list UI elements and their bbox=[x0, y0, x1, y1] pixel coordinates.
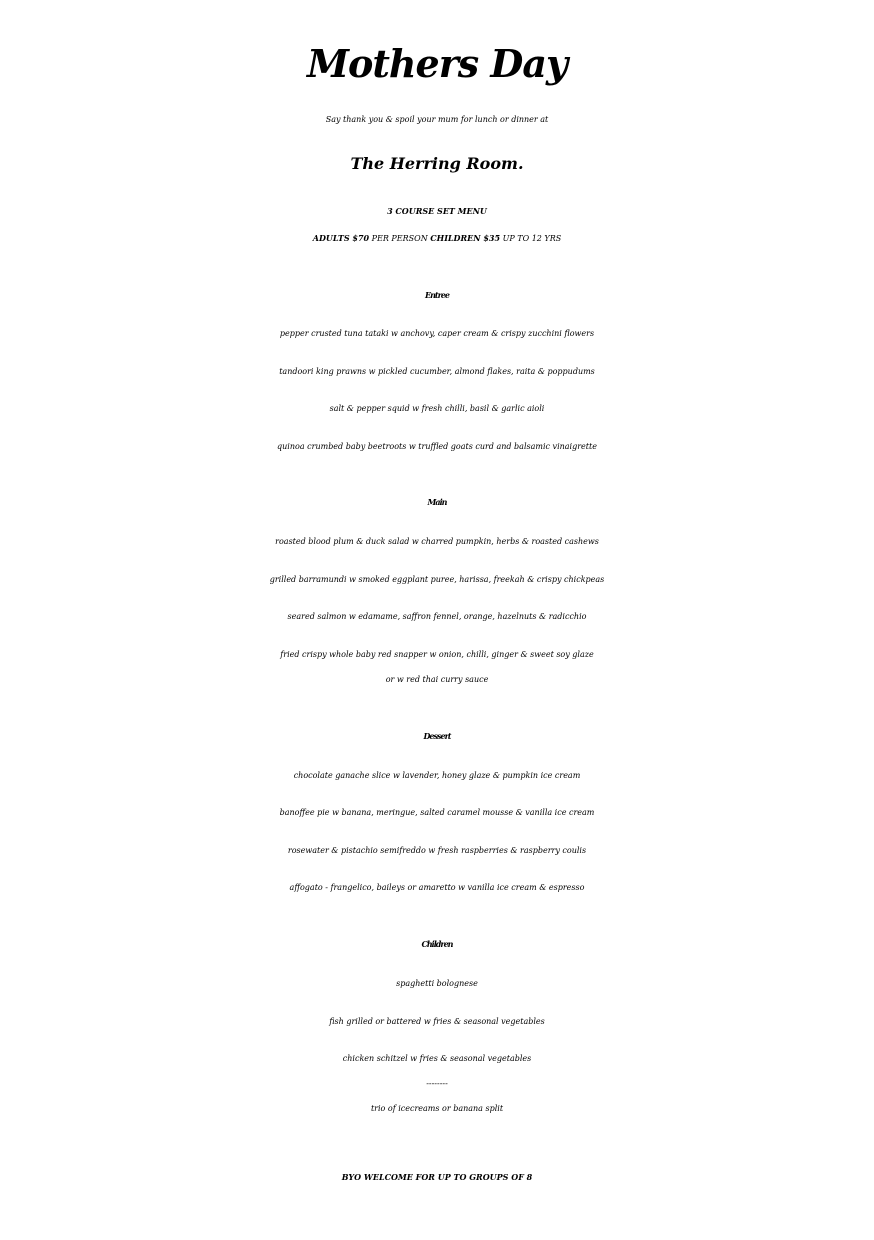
menu-item: tandoori king prawns w pickled cucumber, almond flakes, raita & poppudums bbox=[279, 367, 595, 376]
section-heading-main: Main bbox=[427, 497, 447, 507]
menu-item: pepper crusted tuna tataki w anchovy, caper cream & crispy zucchini flowers bbox=[279, 329, 595, 338]
menu-item: chocolate ganache slice w lavender, honey glaze & pumpkin ice cream bbox=[293, 771, 581, 780]
set-menu-label: 3 COURSE SET MENU bbox=[387, 206, 487, 216]
section-heading-children: Children bbox=[421, 939, 453, 949]
pricing-line bbox=[0, 226, 874, 251]
menu-item: chicken schitzel w fries & seasonal vegetables bbox=[342, 1054, 532, 1063]
page-title: Mothers Day bbox=[306, 41, 568, 86]
menu-item: seared salmon w edamame, saffron fennel, orange, hazelnuts & radicchio bbox=[287, 612, 587, 621]
menu-item: fish grilled or battered w fries & seasonal vegetables bbox=[329, 1017, 545, 1026]
byo-notice: BYO WELCOME FOR UP TO GROUPS OF 8 bbox=[341, 1172, 533, 1182]
section-heading-dessert: Dessert bbox=[423, 731, 451, 741]
menu-item: banoffee pie w banana, meringue, salted caramel mousse & vanilla ice cream bbox=[279, 808, 595, 817]
menu-item: rosewater & pistachio semifreddo w fresh raspberries & raspberry coulis bbox=[287, 846, 587, 855]
subtitle: Say thank you & spoil your mum for lunch or dinner at bbox=[325, 115, 549, 124]
menu-item: fried crispy whole baby red snapper w onion, chilli, ginger & sweet soy glaze bbox=[280, 650, 594, 659]
menu-divider: -------- bbox=[426, 1079, 448, 1088]
adults-price: ADULTS $70 bbox=[312, 233, 370, 243]
adults-note: PER PERSON bbox=[369, 234, 431, 243]
menu-item: or w red thai curry sauce bbox=[385, 675, 489, 684]
menu-item: affogato - frangelico, baileys or amaretto w vanilla ice cream & espresso bbox=[289, 883, 585, 892]
children-note: UP TO 12 YRS bbox=[500, 234, 562, 243]
section-heading-entree: Entree bbox=[424, 290, 449, 300]
children-price: CHILDREN $35 bbox=[430, 233, 501, 243]
menu-item: salt & pepper squid w fresh chilli, basil & garlic aioli bbox=[329, 404, 545, 413]
menu-item: spaghetti bolognese bbox=[396, 979, 478, 988]
menu-item: quinoa crumbed baby beetroots w truffled goats curd and balsamic vinaigrette bbox=[277, 442, 597, 451]
menu-item: grilled barramundi w smoked eggplant puree, harissa, freekah & crispy chickpeas bbox=[269, 575, 605, 584]
menu-item: trio of icecreams or banana split bbox=[370, 1104, 504, 1113]
menu-item: roasted blood plum & duck salad w charred pumpkin, herbs & roasted cashews bbox=[275, 537, 599, 546]
venue-name: The Herring Room. bbox=[350, 154, 524, 173]
